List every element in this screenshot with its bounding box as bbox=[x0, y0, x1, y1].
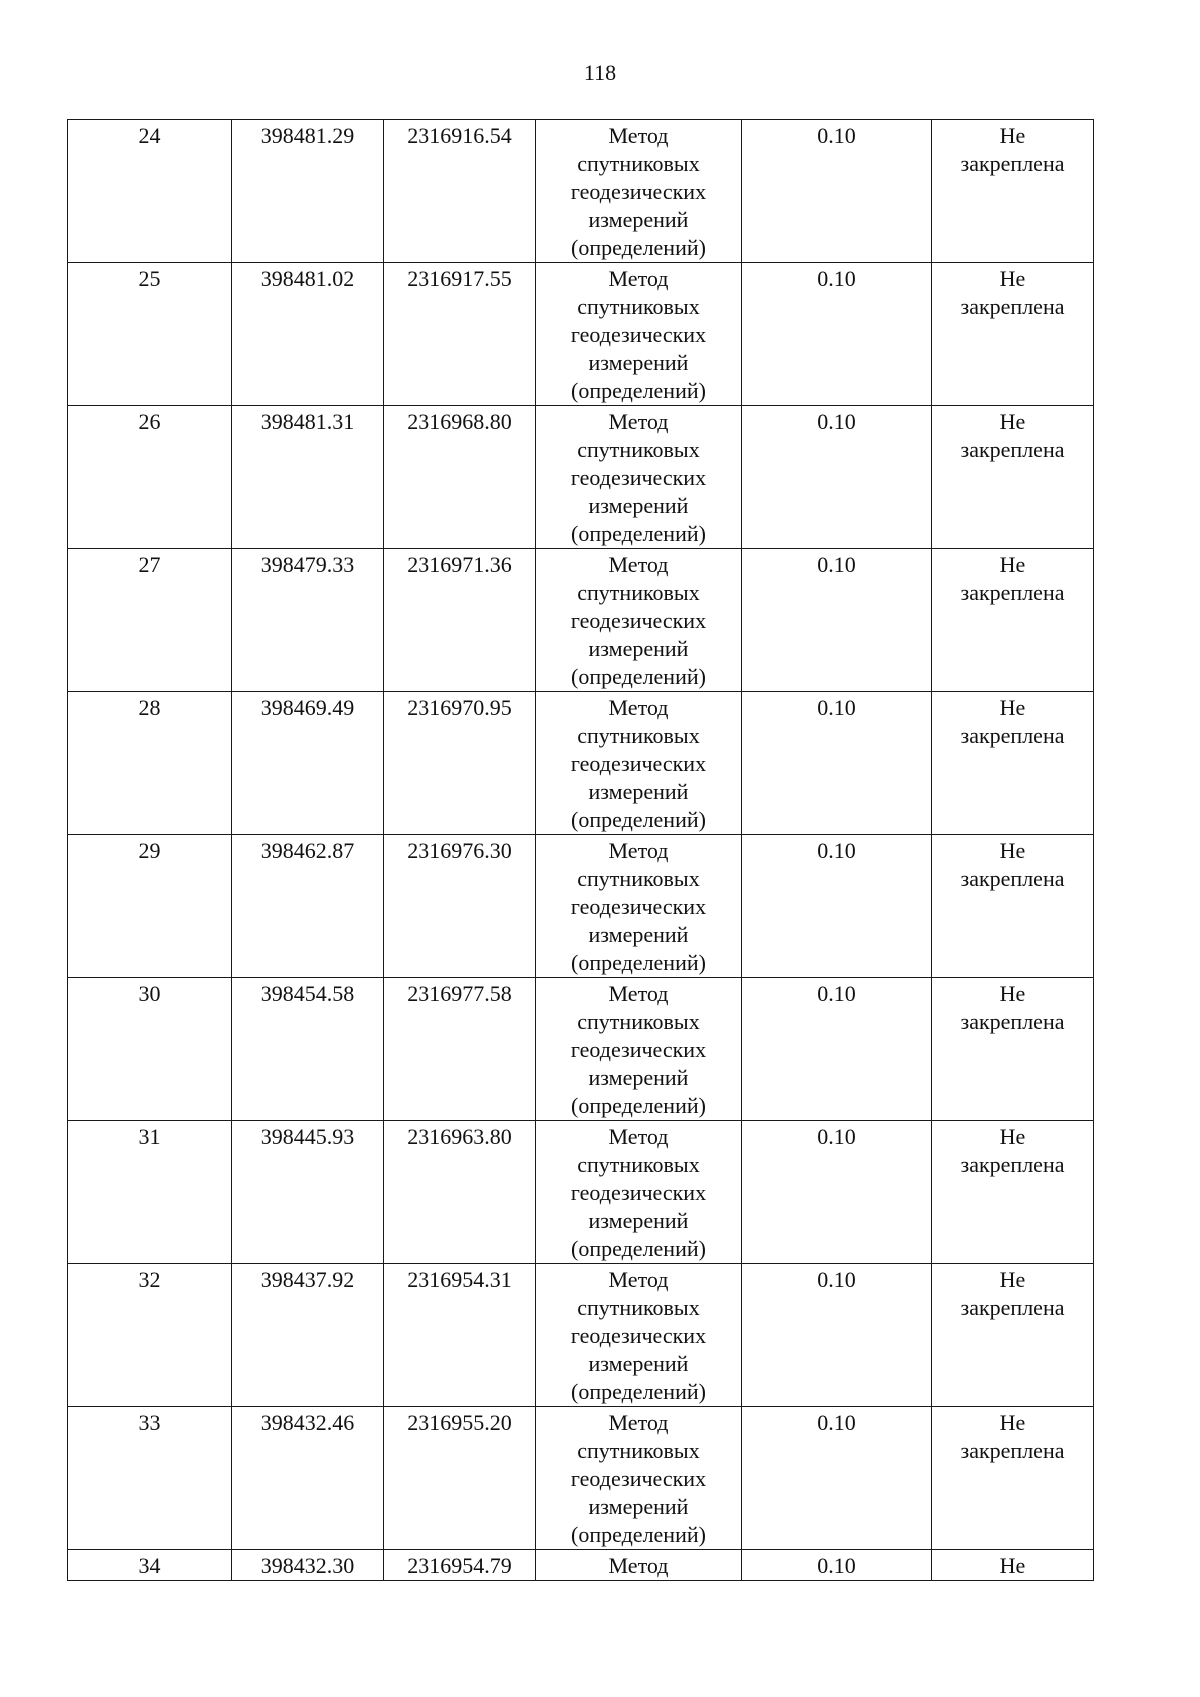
method-line: спутниковых bbox=[577, 437, 700, 462]
method-cell bbox=[536, 1407, 742, 1550]
fixation-cell bbox=[932, 549, 1094, 692]
method-line: измерений bbox=[588, 1494, 689, 1519]
method-cell bbox=[536, 978, 742, 1121]
fixation-line: закреплена bbox=[960, 1152, 1065, 1177]
method-line: геодезических bbox=[570, 608, 707, 633]
method-line: измерений bbox=[588, 1065, 689, 1090]
method-line: (определений) bbox=[571, 378, 706, 403]
method-line: измерений bbox=[588, 493, 689, 518]
method-line: геодезических bbox=[570, 1180, 707, 1205]
point-number-cell: 31 bbox=[68, 1121, 232, 1264]
y-coordinate-cell: 2316968.80 bbox=[384, 406, 536, 549]
table-row bbox=[68, 1264, 1094, 1407]
page-number: 118 bbox=[583, 60, 617, 85]
fixation-line: закреплена bbox=[960, 723, 1065, 748]
method-line: Метод bbox=[608, 266, 669, 291]
point-number-cell: 29 bbox=[68, 835, 232, 978]
table-row bbox=[68, 406, 1094, 549]
accuracy-cell: 0.10 bbox=[742, 692, 932, 835]
method-line: спутниковых bbox=[577, 1009, 700, 1034]
accuracy-cell: 0.10 bbox=[742, 1264, 932, 1407]
point-number-cell: 25 bbox=[68, 263, 232, 406]
method-line: геодезических bbox=[570, 179, 707, 204]
accuracy-cell: 0.10 bbox=[742, 120, 932, 263]
x-coordinate-cell: 398437.92 bbox=[232, 1264, 384, 1407]
method-line: измерений bbox=[588, 207, 689, 232]
x-coordinate-cell: 398445.93 bbox=[232, 1121, 384, 1264]
method-cell bbox=[536, 263, 742, 406]
fixation-cell bbox=[932, 692, 1094, 835]
accuracy-cell: 0.10 bbox=[742, 263, 932, 406]
method-line: Метод bbox=[608, 123, 669, 148]
point-number-cell: 27 bbox=[68, 549, 232, 692]
fixation-line: закреплена bbox=[960, 294, 1065, 319]
point-number-cell: 28 bbox=[68, 692, 232, 835]
method-cell bbox=[536, 835, 742, 978]
table-row bbox=[68, 978, 1094, 1121]
accuracy-cell: 0.10 bbox=[742, 549, 932, 692]
method-line: геодезических bbox=[570, 751, 707, 776]
coordinates-table bbox=[67, 119, 1094, 1581]
fixation-cell bbox=[932, 120, 1094, 263]
y-coordinate-cell: 2316954.79 bbox=[384, 1550, 536, 1581]
method-line: спутниковых bbox=[577, 723, 700, 748]
method-line: спутниковых bbox=[577, 866, 700, 891]
fixation-cell: Не bbox=[932, 1550, 1094, 1581]
method-line: измерений bbox=[588, 1208, 689, 1233]
point-number-cell: 33 bbox=[68, 1407, 232, 1550]
x-coordinate-cell: 398432.30 bbox=[232, 1550, 384, 1581]
point-number-cell: 30 bbox=[68, 978, 232, 1121]
fixation-line: Не bbox=[999, 266, 1026, 291]
fixation-line: закреплена bbox=[960, 580, 1065, 605]
table-row bbox=[68, 835, 1094, 978]
y-coordinate-cell: 2316955.20 bbox=[384, 1407, 536, 1550]
y-coordinate-cell: 2316917.55 bbox=[384, 263, 536, 406]
method-line: геодезических bbox=[570, 1323, 707, 1348]
method-line: измерений bbox=[588, 1351, 689, 1376]
method-line: Метод bbox=[608, 1124, 669, 1149]
method-line: (определений) bbox=[571, 664, 706, 689]
x-coordinate-cell: 398432.46 bbox=[232, 1407, 384, 1550]
coordinates-table-body bbox=[68, 120, 1094, 1581]
x-coordinate-cell: 398481.02 bbox=[232, 263, 384, 406]
fixation-line: Не bbox=[999, 1410, 1026, 1435]
method-line: Метод bbox=[608, 981, 669, 1006]
fixation-cell bbox=[932, 263, 1094, 406]
method-line: (определений) bbox=[571, 521, 706, 546]
method-cell bbox=[536, 1121, 742, 1264]
table-row bbox=[68, 120, 1094, 263]
fixation-cell bbox=[932, 1121, 1094, 1264]
fixation-line: Не bbox=[999, 981, 1026, 1006]
fixation-line: Не bbox=[999, 1267, 1026, 1292]
fixation-cell bbox=[932, 835, 1094, 978]
point-number-cell: 24 bbox=[68, 120, 232, 263]
fixation-line: Не bbox=[999, 409, 1026, 434]
fixation-line: Не bbox=[999, 838, 1026, 863]
x-coordinate-cell: 398469.49 bbox=[232, 692, 384, 835]
method-cell: Метод bbox=[536, 1550, 742, 1581]
method-line: измерений bbox=[588, 636, 689, 661]
method-line: Метод bbox=[608, 1410, 669, 1435]
fixation-line: закреплена bbox=[960, 1295, 1065, 1320]
method-line: спутниковых bbox=[577, 151, 700, 176]
method-line: (определений) bbox=[571, 807, 706, 832]
accuracy-cell: 0.10 bbox=[742, 1121, 932, 1264]
method-line: (определений) bbox=[571, 1379, 706, 1404]
method-line: (определений) bbox=[571, 1522, 706, 1547]
method-cell bbox=[536, 406, 742, 549]
fixation-line: Не bbox=[999, 695, 1026, 720]
x-coordinate-cell: 398454.58 bbox=[232, 978, 384, 1121]
fixation-line: Не bbox=[999, 123, 1026, 148]
y-coordinate-cell: 2316954.31 bbox=[384, 1264, 536, 1407]
method-line: спутниковых bbox=[577, 1295, 700, 1320]
fixation-cell bbox=[932, 406, 1094, 549]
y-coordinate-cell: 2316971.36 bbox=[384, 549, 536, 692]
point-number-cell: 32 bbox=[68, 1264, 232, 1407]
fixation-line: закреплена bbox=[960, 1438, 1065, 1463]
y-coordinate-cell: 2316976.30 bbox=[384, 835, 536, 978]
method-line: геодезических bbox=[570, 1466, 707, 1491]
method-line: Метод bbox=[608, 409, 669, 434]
y-coordinate-cell: 2316970.95 bbox=[384, 692, 536, 835]
table-row bbox=[68, 263, 1094, 406]
method-cell bbox=[536, 1264, 742, 1407]
fixation-line: закреплена bbox=[960, 1009, 1065, 1034]
y-coordinate-cell: 2316977.58 bbox=[384, 978, 536, 1121]
fixation-cell bbox=[932, 1407, 1094, 1550]
accuracy-cell: 0.10 bbox=[742, 835, 932, 978]
y-coordinate-cell: 2316916.54 bbox=[384, 120, 536, 263]
table-row bbox=[68, 692, 1094, 835]
method-cell bbox=[536, 120, 742, 263]
method-line: Метод bbox=[608, 838, 669, 863]
fixation-line: Не bbox=[999, 552, 1026, 577]
method-line: геодезических bbox=[570, 322, 707, 347]
method-line: измерений bbox=[588, 779, 689, 804]
accuracy-cell: 0.10 bbox=[742, 1550, 932, 1581]
method-line: Метод bbox=[608, 695, 669, 720]
table-row bbox=[68, 1550, 1094, 1581]
fixation-line: закреплена bbox=[960, 151, 1065, 176]
y-coordinate-cell: 2316963.80 bbox=[384, 1121, 536, 1264]
fixation-line: закреплена bbox=[960, 437, 1065, 462]
method-cell bbox=[536, 549, 742, 692]
accuracy-cell: 0.10 bbox=[742, 978, 932, 1121]
point-number-cell: 34 bbox=[68, 1550, 232, 1581]
x-coordinate-cell: 398481.29 bbox=[232, 120, 384, 263]
method-line: спутниковых bbox=[577, 1438, 700, 1463]
fixation-line: Не bbox=[999, 1124, 1026, 1149]
method-line: спутниковых bbox=[577, 1152, 700, 1177]
fixation-cell bbox=[932, 978, 1094, 1121]
point-number-cell: 26 bbox=[68, 406, 232, 549]
table-row bbox=[68, 1121, 1094, 1264]
fixation-cell bbox=[932, 1264, 1094, 1407]
method-line: геодезических bbox=[570, 465, 707, 490]
table-row bbox=[68, 1407, 1094, 1550]
x-coordinate-cell: 398481.31 bbox=[232, 406, 384, 549]
method-line: спутниковых bbox=[577, 294, 700, 319]
method-line: Метод bbox=[608, 1267, 669, 1292]
method-line: Метод bbox=[608, 552, 669, 577]
method-line: (определений) bbox=[571, 1236, 706, 1261]
fixation-line: закреплена bbox=[960, 866, 1065, 891]
method-line: (определений) bbox=[571, 1093, 706, 1118]
method-line: геодезических bbox=[570, 894, 707, 919]
x-coordinate-cell: 398479.33 bbox=[232, 549, 384, 692]
method-line: (определений) bbox=[571, 950, 706, 975]
method-cell bbox=[536, 692, 742, 835]
table-row bbox=[68, 549, 1094, 692]
accuracy-cell: 0.10 bbox=[742, 406, 932, 549]
method-line: измерений bbox=[588, 922, 689, 947]
method-line: измерений bbox=[588, 350, 689, 375]
accuracy-cell: 0.10 bbox=[742, 1407, 932, 1550]
method-line: геодезических bbox=[570, 1037, 707, 1062]
method-line: (определений) bbox=[571, 235, 706, 260]
x-coordinate-cell: 398462.87 bbox=[232, 835, 384, 978]
method-line: спутниковых bbox=[577, 580, 700, 605]
